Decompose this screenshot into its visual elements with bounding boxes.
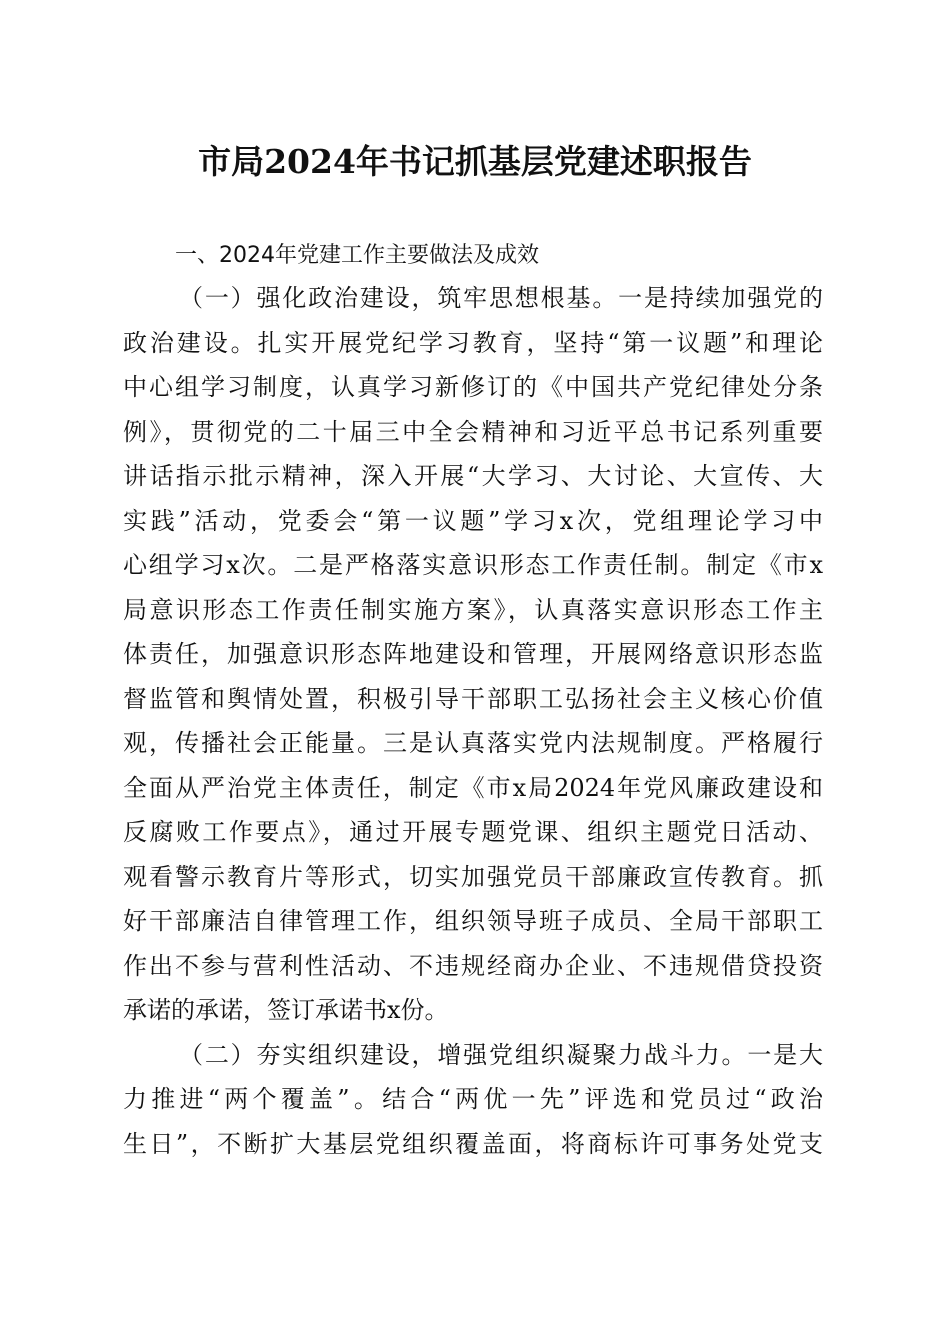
- paragraph-line: 生日”，不断扩大基层党组织覆盖面，将商标许可事务处党支: [123, 1129, 823, 1158]
- section-heading: 一、2024年党建工作主要做法及成效: [175, 243, 539, 268]
- paragraph-line: （二）夯实组织建设，增强党组织凝聚力战斗力。一是大: [179, 1040, 823, 1069]
- paragraph: [123, 276, 823, 1033]
- paragraph-line: 全面从严治党主体责任，制定《市x局2024年党风廉政建设和: [123, 773, 823, 802]
- paragraph-line: 局意识形态工作责任制实施方案》，认真落实意识形态工作主: [123, 595, 823, 624]
- paragraph-line: 例》，贯彻党的二十届三中全会精神和习近平总书记系列重要: [123, 417, 823, 446]
- paragraph-line: （一）强化政治建设，筑牢思想根基。一是持续加强党的: [179, 284, 823, 312]
- paragraph-line: 政治建设。扎实开展党纪学习教育，坚持“第一议题”和理论: [123, 328, 823, 357]
- paragraph-line: 观，传播社会正能量。三是认真落实党内法规制度。严格履行: [123, 729, 823, 757]
- paragraph-line: 好干部廉洁自律管理工作，组织领导班子成员、全局干部职工: [123, 907, 823, 935]
- paragraph-line: 心组学习x次。二是严格落实意识形态工作责任制。制定《市x: [123, 551, 823, 579]
- paragraph-line: 承诺的承诺，签订承诺书x份。: [123, 996, 449, 1024]
- document-body: [123, 276, 823, 1166]
- document-title: 市局2024年书记抓基层党建述职报告: [198, 142, 752, 181]
- paragraph-line: 体责任，加强意识形态阵地建设和管理，开展网络意识形态监: [123, 640, 823, 668]
- paragraph-line: 力推进“两个覆盖”。结合“两优一先”评选和党员过“政治: [123, 1085, 823, 1113]
- paragraph-line: 观看警示教育片等形式，切实加强党员干部廉政宣传教育。抓: [123, 862, 823, 891]
- paragraph-line: 督监管和舆情处置，积极引导干部职工弘扬社会主义核心价值: [123, 684, 823, 713]
- paragraph-line: 实践”活动，党委会“第一议题”学习x次，党组理论学习中: [123, 506, 823, 535]
- paragraph-line: 讲话指示批示精神，深入开展“大学习、大讨论、大宣传、大: [123, 462, 823, 490]
- paragraph-line: 反腐败工作要点》，通过开展专题党课、组织主题党日活动、: [123, 818, 823, 846]
- paragraph: [123, 1033, 823, 1167]
- paragraph-line: 作出不参与营利性活动、不违规经商办企业、不违规借贷投资: [123, 951, 823, 980]
- paragraph-line: 中心组学习制度，认真学习新修订的《中国共产党纪律处分条: [123, 373, 823, 401]
